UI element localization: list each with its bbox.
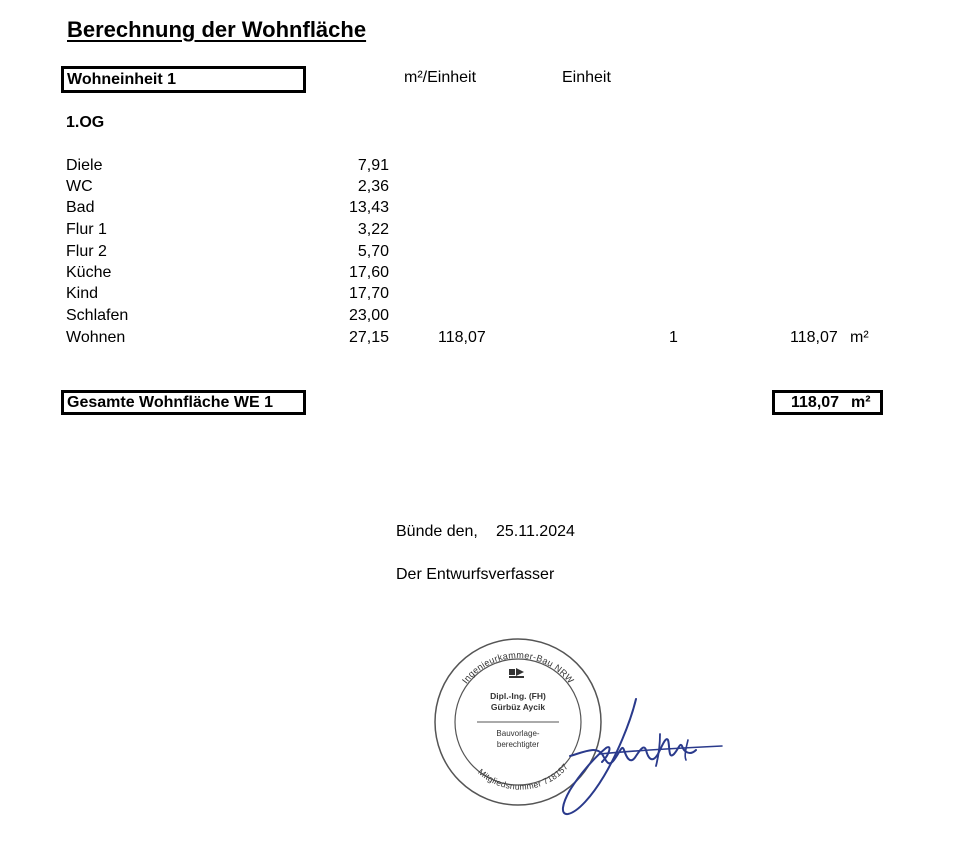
signature bbox=[550, 694, 730, 819]
stamp-bottom-arc: Mitgliedsnummer 718157 bbox=[476, 761, 571, 792]
subtotal-sum: 118,07 bbox=[438, 329, 486, 346]
room-area: 17,70 bbox=[348, 285, 389, 302]
room-name: Flur 2 bbox=[66, 243, 107, 260]
room-name: Kind bbox=[66, 285, 99, 302]
stamp-name-line2: Gürbüz Aycik bbox=[490, 702, 546, 712]
room-area: 5,70 bbox=[357, 243, 389, 260]
page-title: Berechnung der Wohnfläche bbox=[67, 17, 367, 42]
stamp-logo-icon bbox=[509, 668, 524, 678]
column-header-per-unit: m²/Einheit bbox=[404, 69, 477, 86]
room-area: 3,22 bbox=[357, 221, 389, 238]
room-name: Flur 1 bbox=[66, 221, 107, 238]
floor-label: 1.OG bbox=[66, 114, 105, 131]
room-area: 17,60 bbox=[348, 264, 389, 281]
room-name: Wohnen bbox=[66, 329, 126, 346]
room-name: WC bbox=[66, 178, 93, 195]
grand-total-unit: m² bbox=[851, 394, 871, 411]
room-name: Küche bbox=[66, 264, 112, 281]
author-label: Der Entwurfsverfasser bbox=[396, 566, 555, 583]
room-name: Schlafen bbox=[66, 307, 129, 324]
room-area: 13,43 bbox=[348, 199, 389, 216]
subtotal-total: 118,07 bbox=[790, 329, 838, 346]
unit-box-label: Wohneinheit 1 bbox=[67, 71, 177, 88]
svg-text:Ingenieurkammer-Bau NRW bbox=[460, 650, 576, 686]
place-label: Bünde den, bbox=[396, 523, 478, 540]
grand-total-box bbox=[61, 390, 306, 415]
room-area: 7,91 bbox=[357, 157, 389, 174]
subtotal-unit: m² bbox=[850, 329, 869, 346]
stamp-role-line1: Bauvorlage- bbox=[496, 729, 540, 738]
room-name: Diele bbox=[66, 157, 103, 174]
grand-total-label: Gesamte Wohnfläche WE 1 bbox=[67, 394, 273, 411]
date: 25.11.2024 bbox=[496, 523, 575, 540]
column-header-unit: Einheit bbox=[562, 69, 611, 86]
subtotal-count: 1 bbox=[669, 329, 678, 346]
room-area: 2,36 bbox=[357, 178, 389, 195]
stamp-role-line2: berechtigter bbox=[496, 740, 540, 749]
room-area: 23,00 bbox=[348, 307, 389, 324]
stamp-top-arc: Ingenieurkammer-Bau NRW bbox=[459, 649, 576, 686]
unit-box bbox=[61, 66, 306, 93]
grand-total-value-box bbox=[772, 390, 883, 415]
room-name: Bad bbox=[66, 199, 95, 216]
grand-total-value: 118,07 bbox=[791, 394, 840, 411]
stamp-name-line1: Dipl.-Ing. (FH) bbox=[490, 691, 546, 701]
room-area: 27,15 bbox=[348, 329, 389, 346]
